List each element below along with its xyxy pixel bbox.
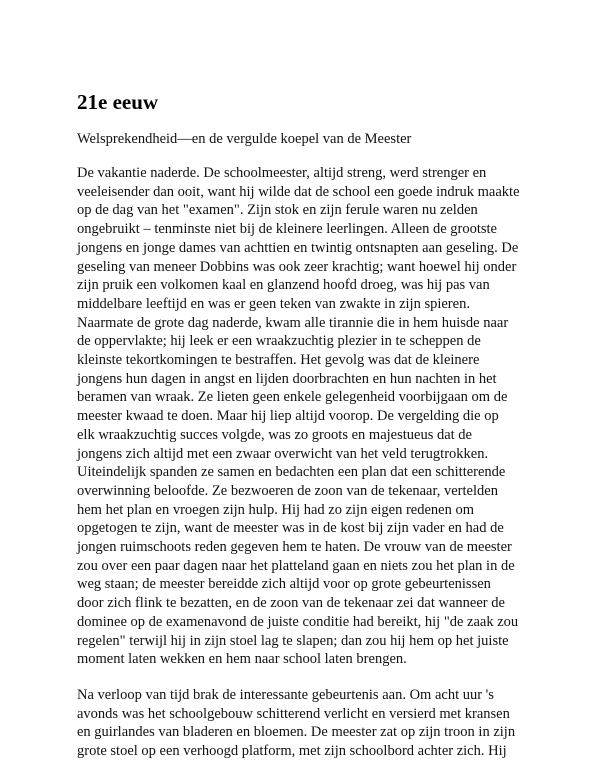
- text-line: avonds was het schoolgebouw schitterend verlicht en versierd met kransen: [77, 705, 510, 722]
- text-line: meester kwaad te doen. Maar hij liep altijd voorop. De vergelding die op: [77, 408, 499, 425]
- text-line: zou over een paar dagen naar het platteland gaan en niets zou het plan in de: [77, 557, 515, 574]
- text-line: Naarmate de grote dag naderde, kwam alle tirannie die in hem huisde naar: [77, 314, 509, 331]
- text-line: en guirlandes van bladeren en bloemen. De meester zat op zijn troon in zijn: [77, 724, 516, 741]
- text-line: moment laten wekken en hem naar school laten brengen.: [77, 651, 407, 668]
- text-line: middelbare leeftijd en was er geen teken van zwakte in zijn spieren.: [77, 295, 470, 312]
- text-line: dominee op de examenavond de juiste conditie had bereikt, hij "de zaak zou: [77, 613, 519, 630]
- text-line: Na verloop van tijd brak de interessante gebeurtenis aan. Om acht uur 's: [77, 686, 494, 703]
- page-subtitle: Welsprekendheid—en de vergulde koepel van de Meester: [77, 131, 412, 147]
- text-line: weg staan; de meester bereidde zich altijd voor op grote gebeurtenissen: [77, 576, 491, 593]
- text-line: Uiteindelijk spanden ze samen en bedachten een plan dat een schitterende: [77, 464, 506, 481]
- text-line: kleinste tekortkomingen te bestraffen. Het gevolg was dat de kleinere: [77, 352, 480, 369]
- page-title: 21e eeuw: [77, 90, 159, 114]
- text-line: geseling van meneer Dobbins was ook zeer krachtig; want hoewel hij onder: [77, 258, 517, 275]
- text-line: jongens en jonge dames van achttien en twintig ontsnapten aan geseling. De: [77, 239, 519, 256]
- text-line: op de dag van het "examen". Zijn stok en zijn ferule waren nu zelden: [77, 202, 478, 219]
- text-line: ongebruikt – tenminste niet bij de kleinere leerlingen. Alleen de grootste: [77, 221, 497, 238]
- text-line: overwinning beloofde. Ze bezwoeren de zoon van de tekenaar, vertelden: [77, 482, 498, 499]
- text-line: elk wraakzuchtig succes volgde, was zo groots en majestueus dat de: [77, 426, 472, 443]
- text-line: door zich flink te bezatten, en de zoon van de tekenaar zei dat wanneer de: [77, 595, 505, 612]
- paragraph-2: [77, 686, 532, 761]
- text-line: hem het plan en vroegen zijn hulp. Hij had zo zijn eigen redenen om: [77, 501, 475, 518]
- text-line: regelen" terwijl hij in zijn stoel lag te slapen; dan zou hij hem op het juiste: [77, 632, 509, 649]
- text-line: veeleisender dan ooit, want hij wilde dat de school een goede indruk maakte: [77, 183, 520, 200]
- text-line: grote stoel op een verhoogd platform, met zijn schoolbord achter zich. Hij: [77, 743, 507, 760]
- text-line: De vakantie naderde. De schoolmeester, altijd streng, werd strenger en: [77, 165, 487, 181]
- text-line: de oppervlakte; hij leek er een wraakzuchtig plezier in te scheppen de: [77, 333, 481, 350]
- text-line: jongens hun dagen in angst en lijden doorbrachten en hun nachten in het: [77, 370, 497, 387]
- text-line: jongens zich altijd met een zwaar overwicht van het veld terugtrokken.: [77, 445, 489, 462]
- text-line: zijn pruik een volkomen kaal en glanzend hoofd droeg, was hij pas van: [77, 277, 490, 294]
- document-page: [77, 88, 532, 761]
- text-line: jongen ruimschoots reden gegeven hem te haten. De vrouw van de meester: [77, 539, 512, 556]
- text-line: beramen van wraak. Ze lieten geen enkele gelegenheid voorbijgaan om de: [77, 389, 508, 406]
- paragraph-1: [77, 164, 532, 669]
- text-line: opgetogen te zijn, want de meester was in de kost bij zijn vader en had de: [77, 520, 504, 537]
